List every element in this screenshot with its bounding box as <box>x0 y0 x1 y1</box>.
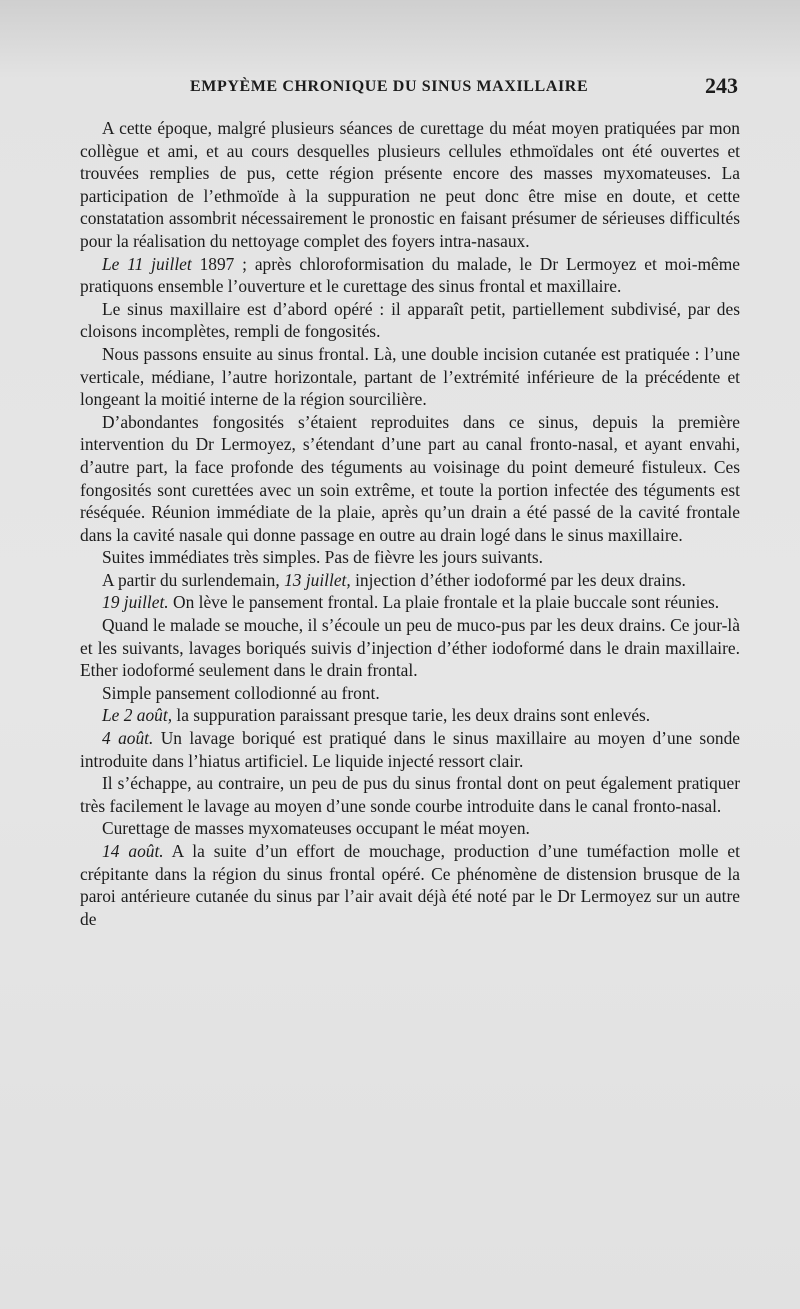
paragraph <box>80 569 740 592</box>
paragraph <box>80 817 740 840</box>
paragraph-text: Un lavage boriqué est pratiqué dans le sinus maxillaire au moyen d’une sonde introduite dans l’hiatus artificiel. Le liquide injecté ressort clair. <box>80 728 741 771</box>
paragraph-text: Simple pansement collodionné au front. <box>102 682 380 703</box>
paragraph-text: Suites immédiates très simples. Pas de fièvre les jours suivants. <box>102 547 543 568</box>
paragraph-text: A la suite d’un effort de mouchage, production d’une tuméfaction molle et crépitante dans la région du sinus frontal opéré. Ce phénomène de distension brusque de la paroi antérieure cutanée du sinus par l’air avait déjà été noté par le Dr Lermoyez sur un autre de <box>80 841 740 929</box>
date-lead: 13 juillet, <box>284 569 351 590</box>
running-title: EMPYÈME CHRONIQUE DU SINUS MAXILLAIRE <box>190 78 589 95</box>
paragraph <box>80 614 740 682</box>
paragraph <box>80 704 740 727</box>
paragraph <box>80 253 740 298</box>
paragraph <box>80 343 740 411</box>
paragraph-text: injection d’éther iodoformé par les deux drains. <box>350 569 686 590</box>
paragraph <box>80 840 740 930</box>
paragraph-text: D’abondantes fongosités s’étaient reproduites dans ce sinus, depuis la première intervention du Dr Lermoyez, s’étendant d’une part au canal fronto-nasal, et ayant envahi, d’autre part, la face profonde des téguments au voisinage du point demeuré fistuleux. Ces fongosités sont curettées avec un soin extrême, et toute la portion infectée des téguments est réséquée. Réunion immédiate de la plaie, après qu’un drain a été passé de la cavité frontale dans la cavité nasale qui donne passage en outre au drain logé dans le sinus maxillaire. <box>80 411 740 545</box>
paragraph-text: Quand le malade se mouche, il s’écoule un peu de muco-pus par les deux drains. Ce jour-là et les suivants, lavages boriqués suivis d’injection d’éther iodoformé dans le drain maxillaire. Ether iodoformé seulement dans le drain frontal. <box>80 615 740 681</box>
paragraph <box>80 682 740 705</box>
paragraph <box>80 411 740 547</box>
paragraph-text: Il s’échappe, au contraire, un peu de pus du sinus frontal dont on peut également pratiquer très facilement le lavage au moyen d’une sonde courbe introduite dans le canal fronto-nasal. <box>80 773 740 816</box>
paragraph-prefix: A partir du surlendemain, <box>102 569 285 590</box>
date-lead: Le 2 août, <box>102 705 173 726</box>
date-lead: Le 11 juillet <box>102 253 192 274</box>
body-text <box>80 117 740 930</box>
paragraph <box>80 546 740 569</box>
paragraph <box>80 117 740 253</box>
paragraph <box>80 772 740 817</box>
date-lead: 19 juillet. <box>102 592 169 613</box>
paragraph <box>80 298 740 343</box>
paragraph-text: Curettage de masses myxomateuses occupant le méat moyen. <box>102 818 530 839</box>
date-lead: 4 août. <box>102 728 154 749</box>
paragraph <box>80 727 740 772</box>
paragraph-text: Nous passons ensuite au sinus frontal. Là, une double incision cutanée est pratiquée : l’une verticale, médiane, l’autre horizontale, partant de l’extrémité inférieure de la précédente et longeant la moitié interne de la région sourcilière. <box>80 343 740 410</box>
date-lead: 14 août. <box>102 841 164 861</box>
paragraph-text: la suppuration paraissant presque tarie, les deux drains sont enlevés. <box>172 705 651 726</box>
paragraph-text: On lève le pansement frontal. La plaie frontale et la plaie buccale sont réunies. <box>168 592 720 613</box>
paragraph-text: Le sinus maxillaire est d’abord opéré : il apparaît petit, partiellement subdivisé, par des cloisons incomplètes, rempli de fongosités. <box>80 298 740 342</box>
paragraph-text: 1897 ; après chloroformisation du malade, le Dr Lermoyez et moi-même pratiquons ensemble l’ouverture et le curettage des sinus frontal et maxillaire. <box>80 253 740 297</box>
page-number: 243 <box>705 73 738 98</box>
paragraph-text: A cette époque, malgré plusieurs séances de curettage du méat moyen pratiquées par mon collègue et ami, et au cours desquelles plusieurs cellules ethmoïdales ont été ouvertes et trouvées remplies de pus, cette région présente encore des masses myxomateuses. La participation de l’ethmoïde à la suppuration ne peut donc être mise en doute, et cette constatation assombrit nécessairement le pronostic en faisant présumer de sérieuses difficultés pour la réalisation du nettoyage complet des foyers intra-nasaux. <box>80 118 740 251</box>
paragraph <box>80 591 740 614</box>
